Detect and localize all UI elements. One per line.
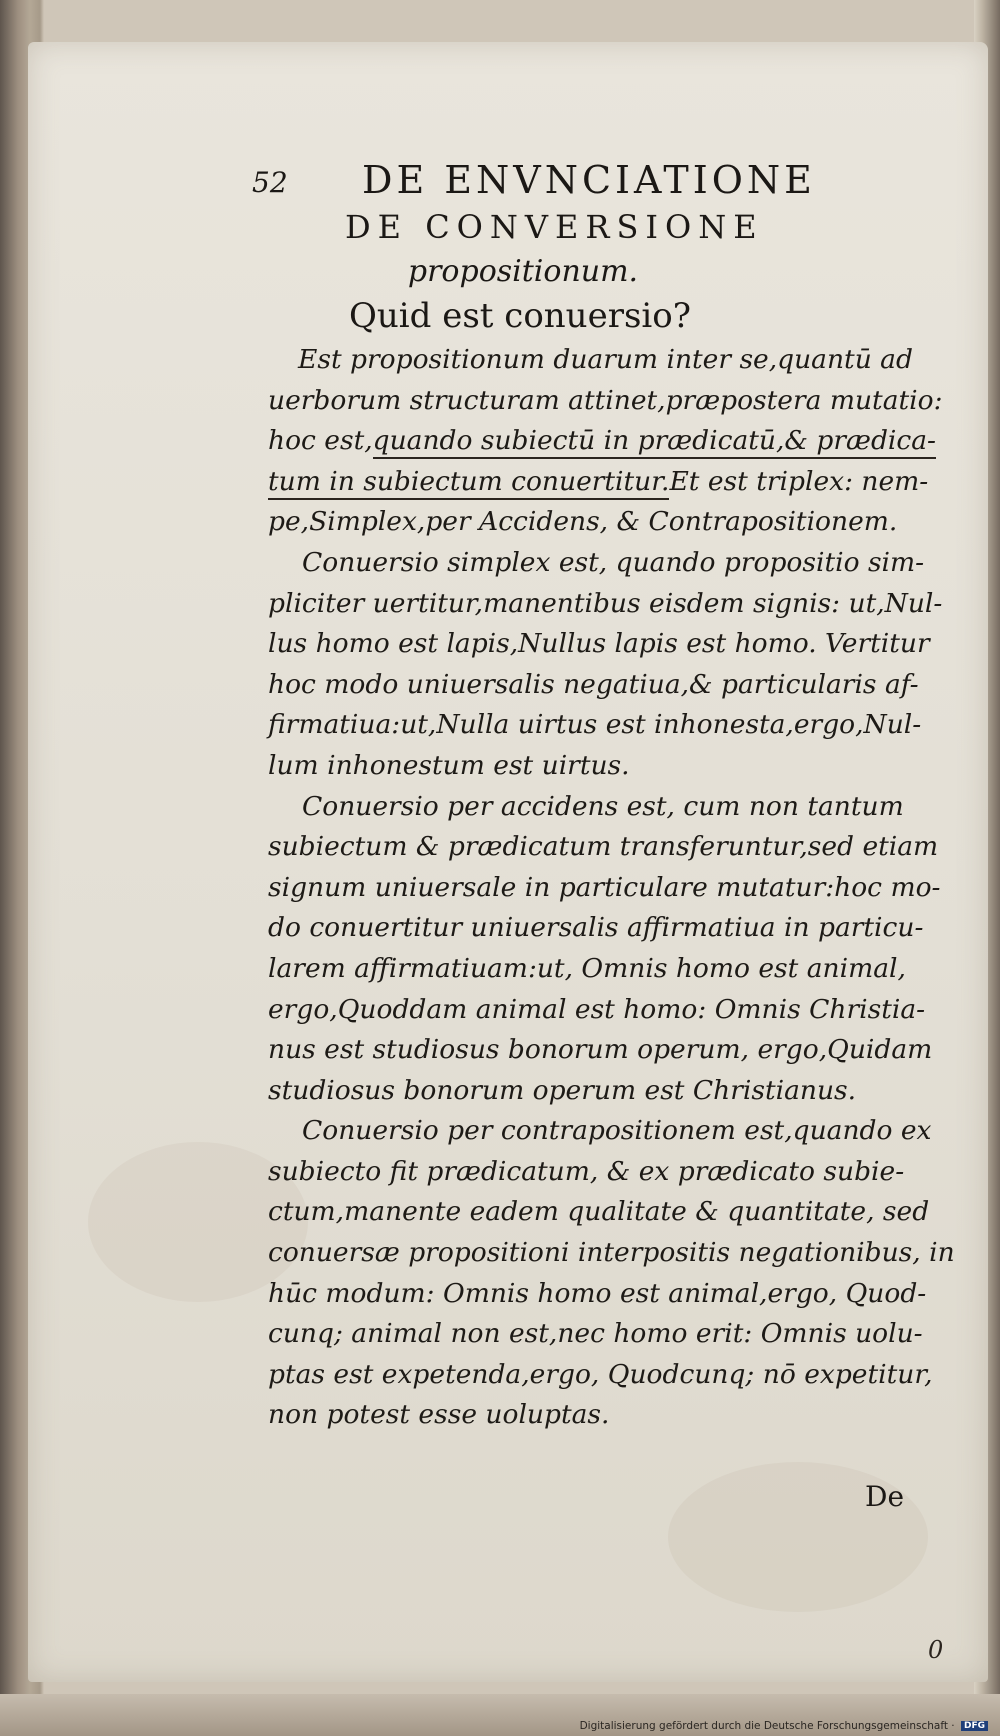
question-heading: Quid est conuersio? bbox=[349, 296, 691, 336]
text-line bbox=[268, 462, 929, 503]
text-segment: Et est triplex: nem- bbox=[669, 465, 929, 497]
text-line: Conuersio simplex est, quando propositio sim- bbox=[302, 546, 925, 578]
text-line: ptas est expetenda,ergo, Quodcunq; nō expetitur, bbox=[268, 1358, 933, 1390]
ink-mark: 0 bbox=[928, 1636, 944, 1664]
text-segment: hoc est, bbox=[268, 425, 373, 457]
text-line: hūc modum: Omnis homo est animal,ergo, Quod- bbox=[268, 1277, 927, 1309]
text-line: Conuersio per accidens est, cum non tantum bbox=[302, 790, 904, 822]
page-header bbox=[252, 158, 852, 206]
section-title: DE CONVERSIONE bbox=[345, 208, 764, 246]
text-line: do conuertitur uniuersalis affirmatiua in particu- bbox=[268, 912, 924, 944]
text-line: nus est studiosus bonorum operum, ergo,Quidam bbox=[268, 1034, 933, 1066]
text-line: signum uniuersale in particulare mutatur:hoc mo- bbox=[268, 871, 941, 903]
text-line: cunq; animal non est,nec homo erit: Omnis uolu- bbox=[268, 1318, 923, 1350]
text-line: lum inhonestum est uirtus. bbox=[268, 749, 630, 781]
underlined-text: tum in subiectum conuertitur. bbox=[268, 466, 669, 500]
digitization-credit bbox=[580, 1720, 988, 1732]
text-line: ctum,manente eadem qualitate & quantitate, sed bbox=[268, 1196, 930, 1228]
text-line: subiectum & prædicatum transferuntur,sed etiam bbox=[268, 831, 939, 863]
text-line: hoc modo uniuersalis negatiua,& particularis af- bbox=[268, 668, 919, 700]
footer-strip bbox=[0, 1694, 1000, 1736]
dfg-logo: DFG bbox=[961, 1721, 988, 1731]
underlined-text: quando subiectū in prædicatū,& prædica- bbox=[373, 425, 936, 459]
text-line: Conuersio per contrapositionem est,quando ex bbox=[302, 1115, 932, 1147]
credit-text: Digitalisierung gefördert durch die Deutsche Forschungsgemeinschaft · bbox=[579, 1720, 955, 1732]
text-line: Est propositionum duarum inter se,quantū ad bbox=[298, 344, 913, 375]
running-head: DE ENVNCIATIONE bbox=[362, 158, 816, 202]
page-number: 52 bbox=[252, 166, 288, 199]
text-line: non potest esse uoluptas. bbox=[268, 1399, 610, 1431]
text-line: studiosus bonorum operum est Christianus. bbox=[268, 1074, 857, 1106]
text-line: firmatiua:ut,Nulla uirtus est inhonesta,ergo,Nul- bbox=[268, 709, 922, 741]
text-line: lus homo est lapis,Nullus lapis est homo. Vertitur bbox=[268, 628, 930, 660]
text-line: ergo,Quoddam animal est homo: Omnis Christia- bbox=[268, 993, 926, 1025]
catchword: De bbox=[865, 1480, 905, 1513]
text-line: conuersæ propositioni interpositis negationibus, in bbox=[268, 1237, 955, 1269]
text-line: pliciter uertitur,manentibus eisdem signis: ut,Nul- bbox=[268, 587, 943, 619]
text-line bbox=[268, 421, 936, 462]
text-line: subiecto fit prædicatum, & ex prædicato subie- bbox=[268, 1155, 905, 1187]
text-line: uerborum structuram attinet,præpostera mutatio: bbox=[268, 384, 943, 416]
section-subtitle: propositionum. bbox=[407, 254, 639, 289]
text-line: pe,Simplex,per Accidens, & Contrapositionem. bbox=[268, 506, 898, 538]
body-text bbox=[268, 340, 955, 1436]
text-line: larem affirmatiuam:ut, Omnis homo est animal, bbox=[268, 952, 906, 984]
